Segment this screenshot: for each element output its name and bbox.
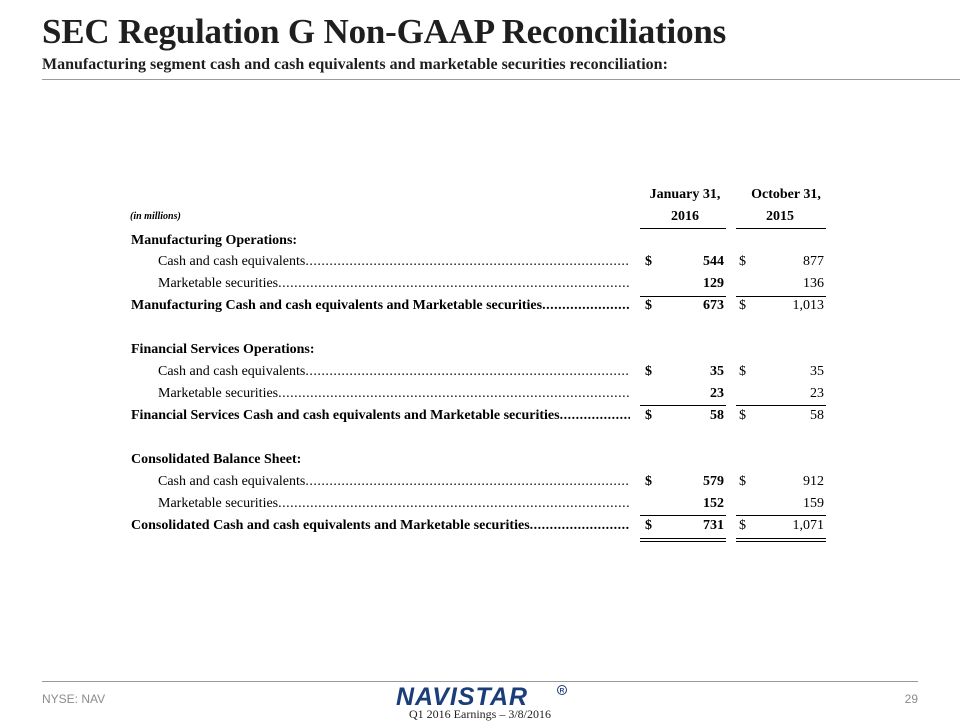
value-2015: 912	[803, 474, 824, 489]
col2-header-underline	[736, 228, 826, 229]
section-heading: Financial Services Operations:	[131, 342, 315, 357]
value-2016: 35	[710, 364, 724, 379]
value-2015: 23	[810, 386, 824, 401]
currency-symbol: $	[739, 298, 746, 313]
total-double-underline	[640, 541, 726, 542]
value-2016: 673	[703, 298, 724, 313]
col2-header-line1: October 31,	[751, 187, 821, 202]
table-row	[0, 254, 960, 274]
subtotal-underline	[640, 515, 726, 516]
section-heading: Consolidated Balance Sheet:	[131, 452, 302, 467]
value-2015: 35	[810, 364, 824, 379]
currency-symbol: $	[645, 518, 652, 533]
row-label: Manufacturing Cash and cash equivalents and Marketable securities .....	[131, 298, 630, 318]
currency-symbol: $	[645, 474, 652, 489]
subtotal-underline	[736, 515, 826, 516]
col1-header-line1: January 31,	[649, 187, 721, 202]
value-2016: 731	[703, 518, 724, 533]
total-double-underline	[640, 538, 726, 539]
currency-symbol: $	[645, 408, 652, 423]
total-double-underline	[736, 541, 826, 542]
currency-symbol: $	[645, 298, 652, 313]
navistar-logo-icon	[394, 684, 570, 708]
value-2015: 136	[803, 276, 824, 291]
row-label: Marketable securities .....	[158, 276, 630, 296]
col1-header-line2: 2016	[671, 209, 699, 224]
table-row	[0, 474, 960, 494]
row-label: Financial Services Cash and cash equivalents and Marketable securities .....	[131, 408, 630, 428]
subtotal-underline	[640, 405, 726, 406]
currency-symbol: $	[645, 254, 652, 269]
header-divider	[42, 79, 960, 80]
value-2015: 159	[803, 496, 824, 511]
col2-header-line2: 2015	[766, 209, 794, 224]
page-number: 29	[904, 692, 918, 706]
table-row	[0, 364, 960, 384]
value-2015: 58	[810, 408, 824, 423]
row-label: Marketable securities .....	[158, 386, 630, 406]
section-heading-consolidated	[0, 452, 960, 472]
value-2015: 1,013	[792, 298, 824, 313]
row-label: Marketable securities .....	[158, 496, 630, 516]
section-heading: Manufacturing Operations:	[131, 233, 298, 248]
total-row-financial	[0, 408, 960, 428]
row-label: Consolidated Cash and cash equivalents and Marketable securities .....	[131, 518, 630, 538]
page-subtitle: Manufacturing segment cash and cash equivalents and marketable securities reconciliation:	[42, 56, 668, 73]
table-row	[0, 386, 960, 406]
subtotal-underline	[736, 405, 826, 406]
svg-text:R: R	[559, 687, 565, 695]
currency-symbol: $	[739, 408, 746, 423]
units-note: (in millions)	[130, 211, 181, 222]
value-2016: 544	[703, 254, 724, 269]
value-2015: 1,071	[792, 518, 824, 533]
currency-symbol: $	[645, 364, 652, 379]
total-row-manufacturing	[0, 298, 960, 318]
value-2016: 579	[703, 474, 724, 489]
value-2016: 58	[710, 408, 724, 423]
subtotal-underline	[736, 296, 826, 297]
currency-symbol: $	[739, 364, 746, 379]
value-2016: 23	[710, 386, 724, 401]
value-2015: 877	[803, 254, 824, 269]
row-label: Cash and cash equivalents .....	[158, 254, 630, 274]
table-row	[0, 276, 960, 296]
row-label: Cash and cash equivalents .....	[158, 364, 630, 384]
col1-header-underline	[640, 228, 726, 229]
ticker-symbol: NYSE: NAV	[42, 692, 106, 706]
table-row	[0, 496, 960, 516]
value-2016: 129	[703, 276, 724, 291]
section-heading-financial	[0, 342, 960, 362]
footer-caption: Q1 2016 Earnings – 3/8/2016	[409, 707, 551, 721]
section-heading-manufacturing	[0, 233, 960, 253]
currency-symbol: $	[739, 518, 746, 533]
total-row-consolidated	[0, 518, 960, 538]
subtotal-underline	[640, 296, 726, 297]
logo-wordmark: NAVISTAR	[396, 684, 529, 708]
page-title: SEC Regulation G Non-GAAP Reconciliations	[42, 12, 727, 51]
footer-divider	[42, 681, 918, 682]
currency-symbol: $	[739, 254, 746, 269]
value-2016: 152	[703, 496, 724, 511]
currency-symbol: $	[739, 474, 746, 489]
row-label: Cash and cash equivalents .....	[158, 474, 630, 494]
total-double-underline	[736, 538, 826, 539]
